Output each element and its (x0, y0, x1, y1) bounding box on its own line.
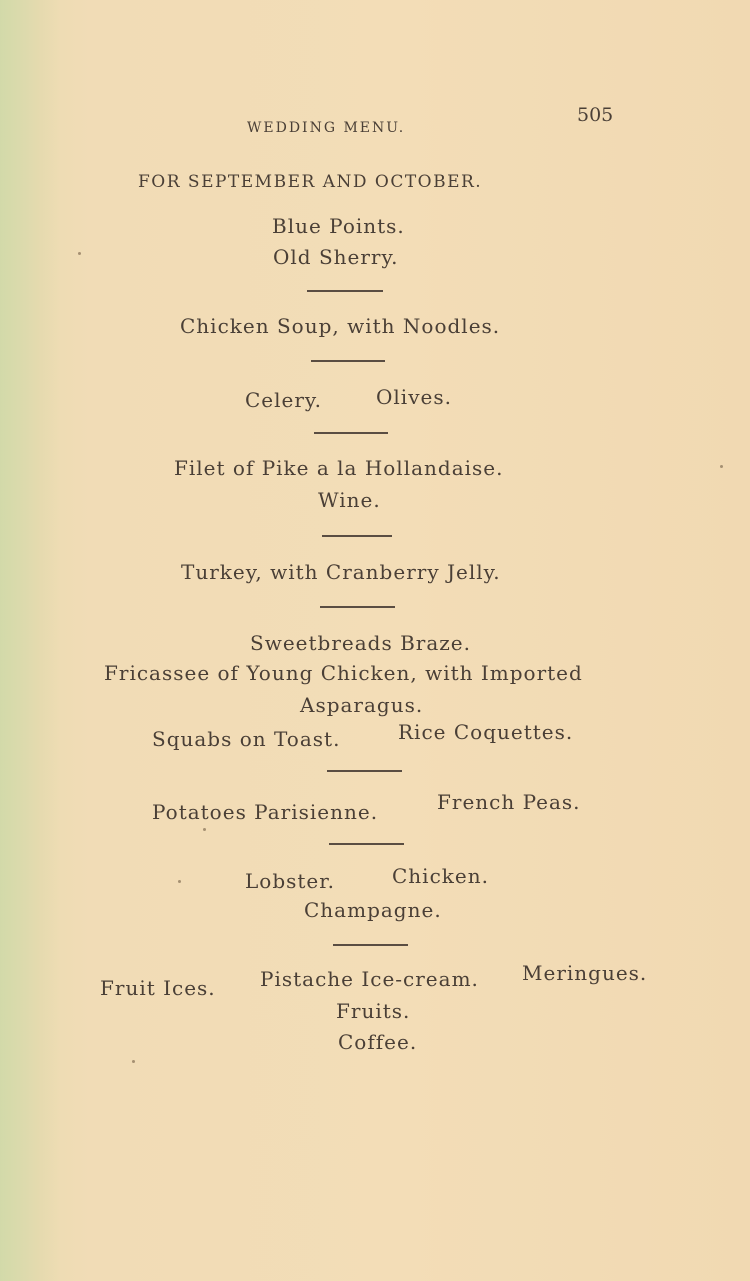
page-number: 505 (577, 104, 614, 126)
menu-item-meringues: Meringues. (522, 961, 648, 985)
menu-item-chicken-soup: Chicken Soup, with Noodles. (180, 314, 501, 338)
menu-item-asparagus: Asparagus. (300, 693, 424, 717)
menu-item-potatoes-parisienne: Potatoes Parisienne. (152, 800, 379, 824)
course-divider (314, 432, 388, 434)
course-divider (311, 360, 385, 362)
menu-item-wine: Wine. (318, 488, 381, 512)
course-divider (333, 944, 408, 946)
running-head: WEDDING MENU. (247, 120, 406, 136)
menu-item-sweetbreads: Sweetbreads Braze. (250, 631, 471, 655)
course-divider (307, 290, 383, 292)
menu-item-chicken: Chicken. (392, 864, 489, 888)
menu-item-blue-points: Blue Points. (272, 214, 405, 238)
menu-item-turkey: Turkey, with Cranberry Jelly. (181, 560, 501, 584)
course-divider (320, 606, 395, 608)
menu-item-celery: Celery. (245, 388, 322, 412)
menu-item-fricassee: Fricassee of Young Chicken, with Imported (104, 661, 583, 685)
paper-speck (203, 828, 206, 831)
menu-item-french-peas: French Peas. (437, 790, 581, 814)
menu-item-champagne: Champagne. (304, 898, 442, 922)
course-divider (322, 535, 392, 537)
paper-speck (78, 252, 81, 255)
course-divider (329, 843, 404, 845)
menu-item-filet-of-pike: Filet of Pike a la Hollandaise. (174, 456, 504, 480)
menu-item-fruits: Fruits. (336, 999, 411, 1023)
paper-speck (132, 1060, 135, 1063)
menu-item-olives: Olives. (376, 385, 452, 409)
course-divider (327, 770, 402, 772)
paper-speck (720, 465, 723, 468)
menu-item-squabs-on-toast: Squabs on Toast. (152, 727, 341, 751)
menu-item-coffee: Coffee. (338, 1030, 418, 1054)
menu-item-pistache-ice-cream: Pistache Ice-cream. (260, 967, 479, 991)
menu-item-lobster: Lobster. (245, 869, 335, 893)
menu-item-old-sherry: Old Sherry. (273, 245, 399, 269)
page-spine-shading (0, 0, 60, 1281)
paper-speck (178, 880, 181, 883)
menu-item-fruit-ices: Fruit Ices. (100, 976, 216, 1000)
menu-heading: FOR SEPTEMBER AND OCTOBER. (138, 172, 483, 192)
menu-item-rice-coquettes: Rice Coquettes. (398, 720, 574, 744)
